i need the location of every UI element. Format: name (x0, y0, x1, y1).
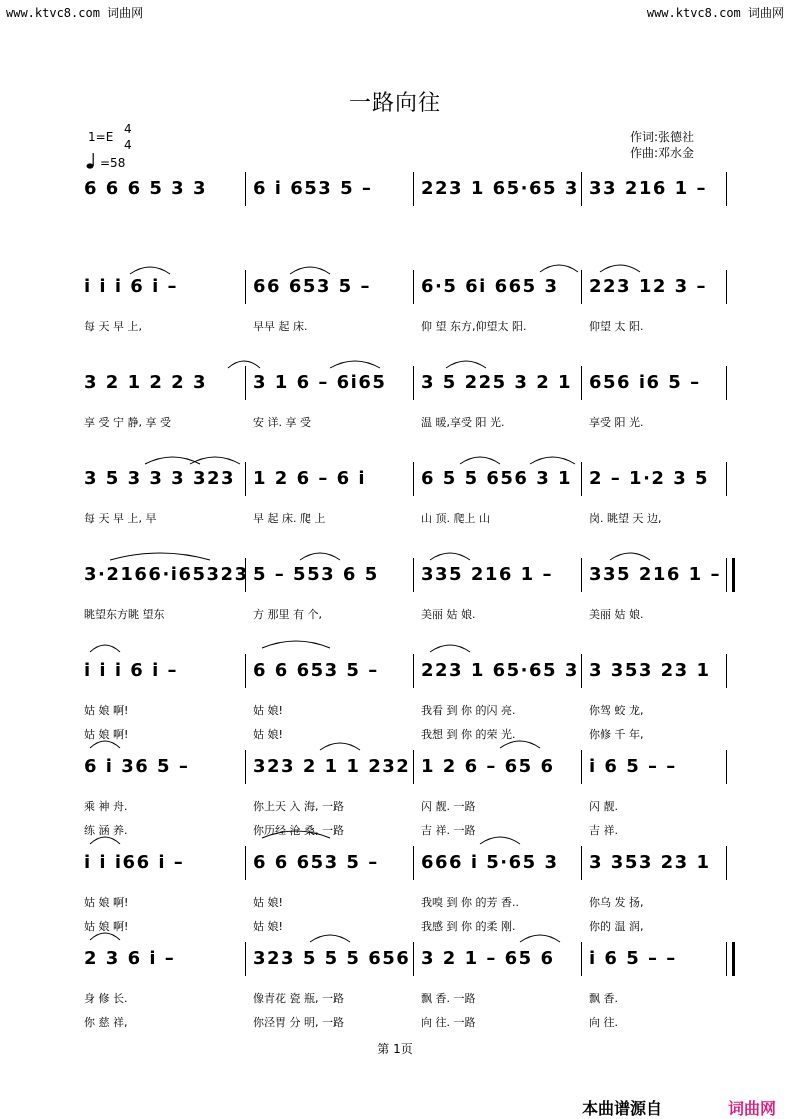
lyric-line-2: 我想 到 你 的荣 光. (421, 728, 516, 741)
lyric-line-1: 每 天 早 上, 早 (84, 512, 157, 525)
measure-notes: 1 2 6 – 65 6 (421, 756, 555, 777)
lyric-line-2: 姑 娘! (253, 920, 283, 933)
lyric-line-1: 享受 阳 光. (589, 416, 644, 429)
lyric-line-1: 安 详. 享 受 (253, 416, 311, 429)
time-signature-bottom: 4 (124, 138, 132, 152)
lyric-line-1: 你驾 蛟 龙, (589, 704, 644, 717)
barline (245, 942, 246, 976)
lyric-line-2: 你历经 沧 桑, 一路 (253, 824, 344, 837)
lyric-line-1: 早 起 床. 爬 上 (253, 512, 326, 525)
measure-notes: 3 5 225 3 2 1 (421, 372, 573, 393)
lyric-line-2: 吉 祥. (589, 824, 618, 837)
measure-notes: 223 1 65·65 3 (421, 178, 579, 199)
barline (581, 366, 582, 400)
measure-notes: 1 2 6 – 6 i (253, 468, 367, 489)
barline (245, 270, 246, 304)
measure-notes: i i i 6 i – (84, 276, 179, 297)
footer-source-text: 本曲谱源自 (582, 1099, 663, 1118)
barline (726, 750, 727, 784)
barline (413, 942, 414, 976)
lyric-line-1: 我嗅 到 你 的芳 香.. (421, 896, 519, 909)
measure-notes: 6 6 653 5 – (253, 852, 379, 873)
lyric-line-1: 岗. 眺望 天 边, (589, 512, 662, 525)
measure-notes: 66 653 5 – (253, 276, 371, 297)
lyric-line-1: 早早 起 床. (253, 320, 308, 333)
lyric-line-1: 飘 香. 一路 (421, 992, 476, 1005)
barline (726, 558, 727, 592)
lyric-line-1: 姑 娘 啊! (84, 896, 129, 909)
lyric-line-1: 温 暖,享受 阳 光. (421, 416, 505, 429)
measure-notes: 3 1 6 – 6i65 (253, 372, 387, 393)
lyric-line-2: 向 往. 一路 (421, 1016, 476, 1029)
lyric-line-2: 我感 到 你 的柔 刚. (421, 920, 516, 933)
lyric-line-1: 闪 靓. 一路 (421, 800, 476, 813)
measure-notes: 223 12 3 – (589, 276, 707, 297)
barline (581, 462, 582, 496)
header-right-site[interactable]: www.ktvc8.com 词曲网 (646, 6, 784, 20)
page-number: 第 1页 (377, 1042, 413, 1056)
barline (245, 366, 246, 400)
lyric-line-2: 姑 娘 啊! (84, 728, 129, 741)
barline (413, 654, 414, 688)
quarter-note-icon (86, 152, 98, 173)
measure-notes: 6·5 6i 665 3 (421, 276, 559, 297)
measure-notes: 6 i 36 5 – (84, 756, 190, 777)
lyric-line-1: 眺望东方眺 望东 (84, 608, 165, 621)
barline (245, 750, 246, 784)
barline (726, 462, 727, 496)
final-barline (732, 942, 735, 976)
barline (581, 558, 582, 592)
lyric-line-1: 我看 到 你 的闪 亮. (421, 704, 516, 717)
measure-notes: 3 2 1 2 2 3 (84, 372, 207, 393)
lyric-line-2: 向 往. (589, 1016, 618, 1029)
lyric-line-1: 乘 神 舟. (84, 800, 128, 813)
lyric-line-1: 身 修 长. (84, 992, 128, 1005)
barline (413, 172, 414, 206)
barline (581, 270, 582, 304)
measure-notes: i 6 5 – – (589, 756, 677, 777)
barline (726, 366, 727, 400)
lyric-line-1: 仰望 太 阳. (589, 320, 644, 333)
measure-notes: 323 5 5 5 656 (253, 948, 411, 969)
measure-notes: 6 5 5 656 3 1 (421, 468, 573, 489)
composer-credit: 作曲:邓水金 (630, 146, 695, 160)
barline (413, 462, 414, 496)
lyric-line-2: 你 慈 祥, (84, 1016, 128, 1029)
lyric-line-1: 你上天 入 海, 一路 (253, 800, 344, 813)
barline (413, 366, 414, 400)
barline (726, 270, 727, 304)
lyricist-credit: 作词:张德社 (630, 130, 695, 144)
tempo-mark: =58 (100, 156, 126, 170)
measure-notes: 3 353 23 1 (589, 852, 711, 873)
measure-notes: 656 i6 5 – (589, 372, 701, 393)
barline (413, 558, 414, 592)
barline (581, 172, 582, 206)
barline (245, 654, 246, 688)
lyric-line-1: 姑 娘! (253, 896, 283, 909)
measure-notes: 323 2 1 1 232 (253, 756, 411, 777)
lyric-line-1: 闪 靓. (589, 800, 618, 813)
lyric-line-2: 吉 祥. 一路 (421, 824, 476, 837)
measure-notes: i i i 6 i – (84, 660, 179, 681)
measure-notes: 6 6 6 5 3 3 (84, 178, 207, 199)
barline (581, 942, 582, 976)
barline (726, 846, 727, 880)
lyric-line-1: 山 顶. 爬上 山 (421, 512, 490, 525)
time-signature-top: 4 (124, 122, 132, 136)
measure-notes: 6 i 653 5 – (253, 178, 373, 199)
barline (581, 654, 582, 688)
lyric-line-2: 姑 娘! (253, 728, 283, 741)
measure-notes: 335 216 1 – (589, 564, 721, 585)
barline (581, 846, 582, 880)
barline (245, 172, 246, 206)
measure-notes: 5 – 553 6 5 (253, 564, 379, 585)
lyric-line-1: 美丽 姑 娘. (421, 608, 476, 621)
lyric-line-1: 享 受 宁 静, 享 受 (84, 416, 171, 429)
barline (413, 750, 414, 784)
measure-notes: 3·2166·i65323 (84, 564, 249, 585)
measure-notes: 33 216 1 – (589, 178, 707, 199)
lyric-line-1: 你乌 发 扬, (589, 896, 644, 909)
barline (581, 750, 582, 784)
lyric-line-1: 方 那里 有 个, (253, 608, 322, 621)
barline (413, 846, 414, 880)
barline (245, 846, 246, 880)
lyric-line-1: 仰 望 东方,仰望太 阳. (421, 320, 527, 333)
barline (726, 654, 727, 688)
barline (245, 462, 246, 496)
header-left-site[interactable]: www.ktvc8.com 词曲网 (6, 6, 144, 20)
measure-notes: i 6 5 – – (589, 948, 677, 969)
measure-notes: 3 2 1 – 65 6 (421, 948, 555, 969)
footer-brand-logo[interactable]: 词曲网 (728, 1099, 777, 1118)
key-signature: 1=E (88, 130, 114, 144)
barline (726, 942, 727, 976)
lyric-line-2: 你修 千 年, (589, 728, 644, 741)
measure-notes: 6 6 653 5 – (253, 660, 379, 681)
final-barline (732, 558, 735, 592)
measure-notes: 3 5 3 3 3 323 (84, 468, 236, 489)
barline (413, 270, 414, 304)
song-title: 一路向往 (348, 91, 441, 116)
lyric-line-2: 你泾胃 分 明, 一路 (253, 1016, 344, 1029)
lyric-line-1: 像青花 瓷 瓶, 一路 (253, 992, 344, 1005)
lyric-line-1: 姑 娘 啊! (84, 704, 129, 717)
measure-notes: 666 i 5·65 3 (421, 852, 559, 873)
lyric-line-2: 你的 温 润, (589, 920, 644, 933)
measure-notes: 335 216 1 – (421, 564, 553, 585)
measure-notes: i i i66 i – (84, 852, 185, 873)
measure-notes: 223 1 65·65 3 (421, 660, 579, 681)
lyric-line-1: 姑 娘! (253, 704, 283, 717)
lyric-line-1: 美丽 姑 娘. (589, 608, 644, 621)
measure-notes: 2 3 6 i – (84, 948, 176, 969)
lyric-line-1: 每 天 早 上, (84, 320, 142, 333)
lyric-line-1: 飘 香. (589, 992, 618, 1005)
lyric-line-2: 练 涵 养. (84, 824, 128, 837)
measure-notes: 3 353 23 1 (589, 660, 711, 681)
lyric-line-2: 姑 娘 啊! (84, 920, 129, 933)
barline (726, 172, 727, 206)
measure-notes: 2 – 1·2 3 5 (589, 468, 710, 489)
